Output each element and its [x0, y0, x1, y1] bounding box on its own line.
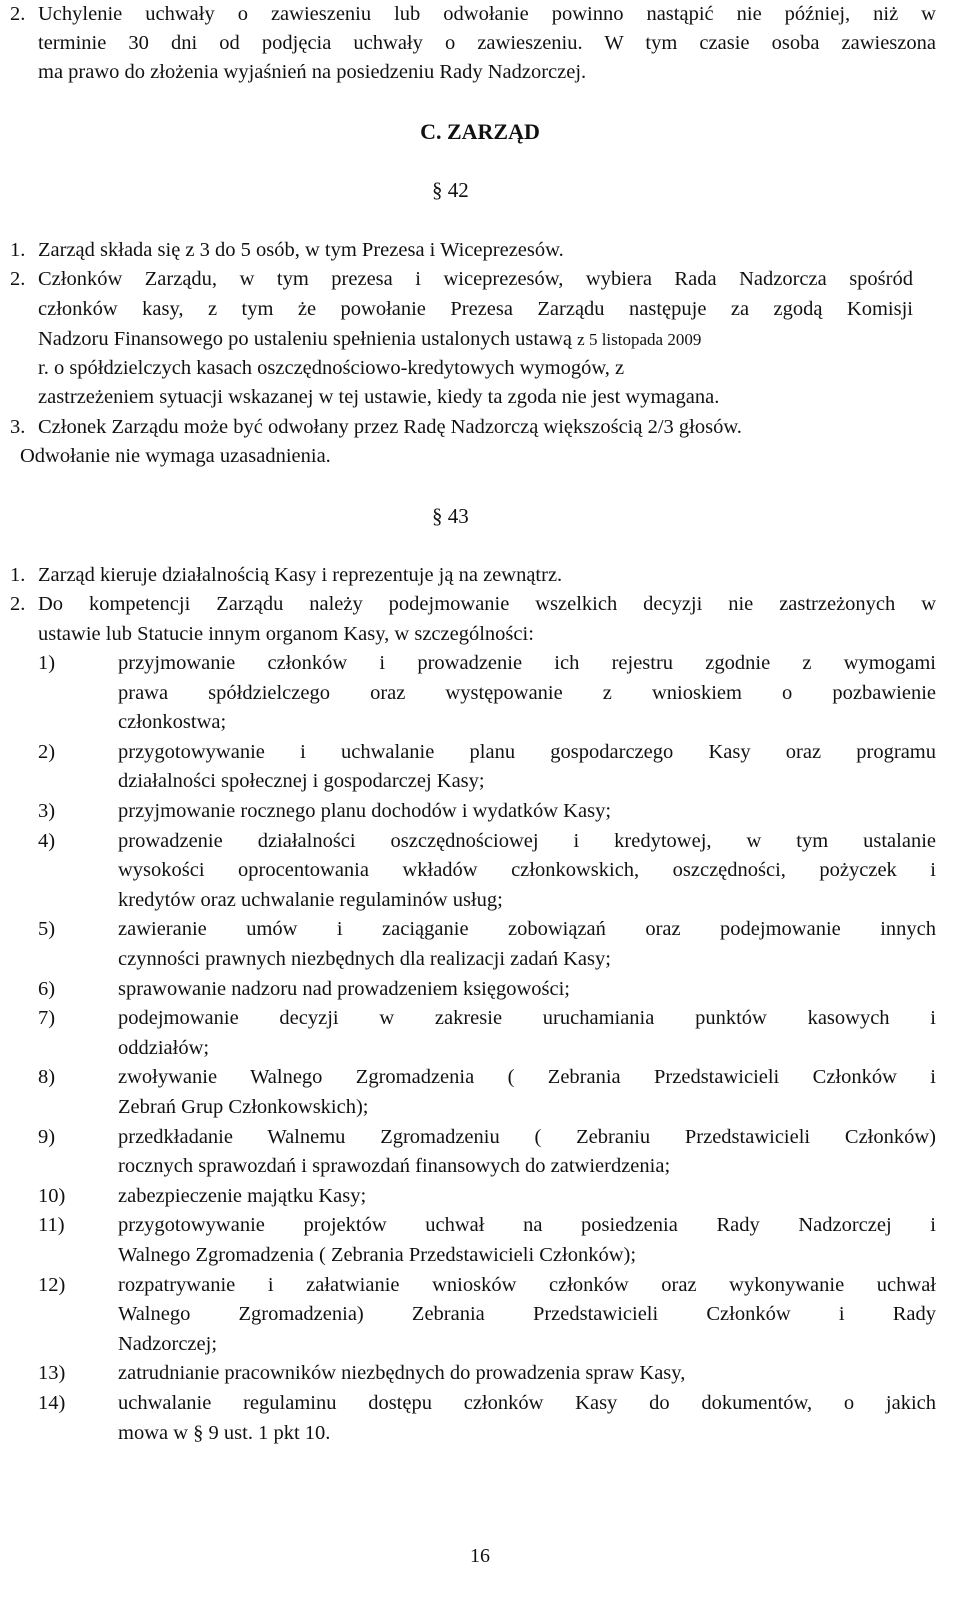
item-number: 1. [10, 239, 26, 261]
item-number: 2. [10, 593, 26, 615]
list-item-text-line: wysokości oprocentowania wkładów członkowskich, oszczędności, pożyczek i [118, 859, 936, 881]
list-item-number: 11) [38, 1214, 65, 1236]
list-item-number: 7) [38, 1007, 56, 1029]
list-item-text-line: uchwalanie regulaminu dostępu członków Kasy do dokumentów, o jakich [118, 1392, 936, 1414]
list-item-text-line: Zebrań Grup Członkowskich); [118, 1096, 369, 1118]
list-item-text-line: przedkładanie Walnemu Zgromadzeniu ( Zebraniu Przedstawicieli Członków) [118, 1126, 936, 1148]
list-item-number: 2) [38, 741, 56, 763]
list-item-text-line: rocznych sprawozdań i sprawozdań finansowych do zatwierdzenia; [118, 1155, 671, 1177]
text-line: Członków Zarządu, w tym prezesa i wiceprezesów, wybiera Rada Nadzorcza spośród [38, 268, 913, 290]
text-line: Uchylenie uchwały o zawieszeniu lub odwołanie powinno nastąpić nie później, niż w [38, 3, 936, 25]
list-item-text-line: zwoływanie Walnego Zgromadzenia ( Zebrania Przedstawicieli Członków i [118, 1066, 936, 1088]
list-item-text-line: czynności prawnych niezbędnych dla realizacji zadań Kasy; [118, 948, 611, 970]
list-item-number: 14) [38, 1392, 66, 1414]
page-number: 16 [470, 1545, 490, 1567]
list-item-text-line: rozpatrywanie i załatwianie wniosków członków oraz wykonywanie uchwał [118, 1274, 936, 1296]
list-item-text-line: Walnego Zgromadzenia) Zebrania Przedstawicieli Członków i Rady [118, 1303, 936, 1325]
list-item-text-line: prowadzenie działalności oszczędnościowej i kredytowej, w tym ustalanie [118, 830, 936, 852]
list-item-number: 9) [38, 1126, 56, 1148]
list-item-text-line: zatrudnianie pracowników niezbędnych do prowadzenia spraw Kasy, [118, 1362, 686, 1384]
list-item-text-line: mowa w § 9 ust. 1 pkt 10. [118, 1422, 331, 1444]
list-item-number: 5) [38, 918, 56, 940]
text-line: Zarząd składa się z 3 do 5 osób, w tym Prezesa i Wiceprezesów. [38, 239, 564, 261]
section-title: C. ZARZĄD [420, 119, 540, 144]
item-number: 1. [10, 564, 26, 586]
list-item-number: 3) [38, 800, 56, 822]
list-item-number: 10) [38, 1185, 66, 1207]
text-span-small: z 5 listopada 2009 [577, 330, 702, 349]
list-item-text-line: zawieranie umów i zaciąganie zobowiązań oraz podejmowanie innych [118, 918, 936, 940]
list-item-number: 12) [38, 1274, 66, 1296]
item-number: 2. [10, 268, 26, 290]
list-item-text-line: przyjmowanie rocznego planu dochodów i wydatków Kasy; [118, 800, 612, 822]
list-item-text-line: zabezpieczenie majątku Kasy; [118, 1185, 367, 1207]
list-item-number: 6) [38, 978, 56, 1000]
text-line: terminie 30 dni od podjęcia uchwały o zawieszeniu. W tym czasie osoba zawieszona [38, 32, 936, 54]
paragraph-marker: § 43 [432, 504, 469, 528]
list-item-text-line: działalności społecznej i gospodarczej Kasy; [118, 770, 485, 792]
paragraph-marker: § 42 [432, 178, 469, 202]
list-item-text-line: członkostwa; [118, 711, 227, 733]
list-item-text-line: podejmowanie decyzji w zakresie uruchamiania punktów kasowych i [118, 1007, 936, 1029]
list-item-text-line: prawa spółdzielczego oraz występowanie z wnioskiem o pozbawienie [118, 682, 936, 704]
text-line: Odwołanie nie wymaga uzasadnienia. [20, 445, 331, 467]
text-span: Nadzoru Finansowego po ustaleniu spełnienia ustalonych ustawą [38, 328, 573, 350]
text-line: zastrzeżeniem sytuacji wskazanej w tej ustawie, kiedy ta zgoda nie jest wymagana. [38, 386, 720, 408]
list-item-text-line: kredytów oraz uchwalanie regulaminów usług; [118, 889, 503, 911]
list-item-number: 1) [38, 652, 56, 674]
item-number: 2. [10, 3, 26, 25]
list-item-text-line: przygotowywanie projektów uchwał na posiedzenia Rady Nadzorczej i [118, 1214, 936, 1236]
list-item-text-line: przygotowywanie i uchwalanie planu gospodarczego Kasy oraz programu [118, 741, 936, 763]
list-item-number: 8) [38, 1066, 56, 1088]
list-item-text-line: sprawowanie nadzoru nad prowadzeniem księgowości; [118, 978, 570, 1000]
item-number: 3. [10, 416, 26, 438]
text-line: r. o spółdzielczych kasach oszczędnościowo-kredytowych wymogów, z [38, 357, 625, 379]
list-item-number: 13) [38, 1362, 66, 1384]
list-item-number: 4) [38, 830, 56, 852]
text-line: ma prawo do złożenia wyjaśnień na posiedzeniu Rady Nadzorczej. [38, 61, 587, 83]
text-line: Członek Zarządu może być odwołany przez Radę Nadzorczą większością 2/3 głosów. [38, 416, 742, 438]
text-line: Zarząd kieruje działalnością Kasy i reprezentuje ją na zewnątrz. [38, 564, 563, 586]
list-item-text-line: Walnego Zgromadzenia ( Zebrania Przedstawicieli Członków); [118, 1244, 637, 1266]
text-line [38, 325, 701, 354]
text-line: ustawie lub Statucie innym organom Kasy, w szczególności: [38, 623, 534, 645]
text-line: Do kompetencji Zarządu należy podejmowanie wszelkich decyzji nie zastrzeżonych w [38, 593, 936, 615]
list-item-text-line: oddziałów; [118, 1037, 210, 1059]
list-item-text-line: przyjmowanie członków i prowadzenie ich rejestru zgodnie z wymogami [118, 652, 936, 674]
list-item-text-line: Nadzorczej; [118, 1333, 218, 1355]
text-line: członków kasy, z tym że powołanie Prezesa Zarządu następuje za zgodą Komisji [38, 298, 913, 320]
